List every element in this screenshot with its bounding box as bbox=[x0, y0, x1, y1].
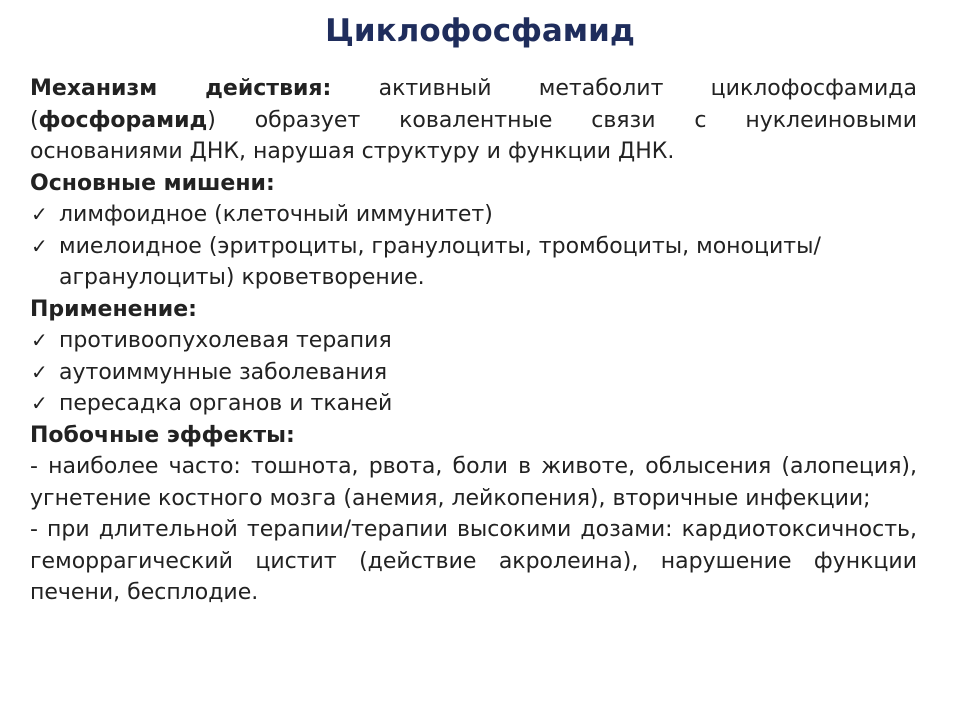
list-item bbox=[30, 231, 917, 294]
list-item bbox=[30, 199, 917, 231]
checkmark-icon: ✓ bbox=[31, 233, 48, 258]
application-item-text: аутоиммунные заболевания bbox=[59, 359, 388, 385]
targets-list bbox=[30, 199, 917, 294]
target-item-text: лимфоидное (клеточный иммунитет) bbox=[59, 202, 493, 227]
checkmark-icon: ✓ bbox=[31, 202, 48, 226]
target-item-text: миелоидное (эритроциты, гранулоциты, тромбоциты, моноциты/агранулоциты) кроветворение. bbox=[59, 233, 821, 290]
slide-title: Циклофосфамид bbox=[325, 13, 635, 49]
list-item bbox=[30, 325, 917, 357]
side-effects-heading: Побочные эффекты: bbox=[30, 422, 295, 448]
mechanism-text-after: ) образует ковалентные связи с нуклеиновыми основаниями ДНК, нарушая структуру и функции ДНК. bbox=[30, 107, 917, 164]
application-heading: Применение: bbox=[30, 296, 197, 322]
checkmark-icon: ✓ bbox=[31, 391, 48, 415]
list-item bbox=[30, 357, 917, 389]
side-effect-common: - наиболее часто: тошнота, рвота, боли в животе, облысения (алопеция), угнетение костного мозга (анемия, лейкопения), вторичные инфекции; bbox=[30, 454, 917, 511]
mechanism-highlight: фосфорамид bbox=[38, 107, 208, 133]
mechanism-paragraph bbox=[30, 73, 917, 168]
slide-content bbox=[30, 73, 917, 609]
application-item-text: пересадка органов и тканей bbox=[59, 391, 393, 416]
mechanism-label: Механизм действия: bbox=[30, 76, 332, 101]
mechanism-text-before: активный метаболит циклофосфамида ( bbox=[30, 76, 917, 133]
side-effect-long-term: - при длительной терапии/терапии высокими дозами: кардиотоксичность, геморрагический цистит (действие акролеина), нарушение функции печени, бесплодие. bbox=[30, 517, 917, 605]
checkmark-icon: ✓ bbox=[31, 359, 48, 384]
application-item-text: противоопухолевая терапия bbox=[59, 328, 392, 353]
targets-heading: Основные мишени: bbox=[30, 170, 275, 196]
checkmark-icon: ✓ bbox=[31, 328, 48, 352]
application-list bbox=[30, 325, 917, 420]
list-item bbox=[30, 388, 917, 420]
